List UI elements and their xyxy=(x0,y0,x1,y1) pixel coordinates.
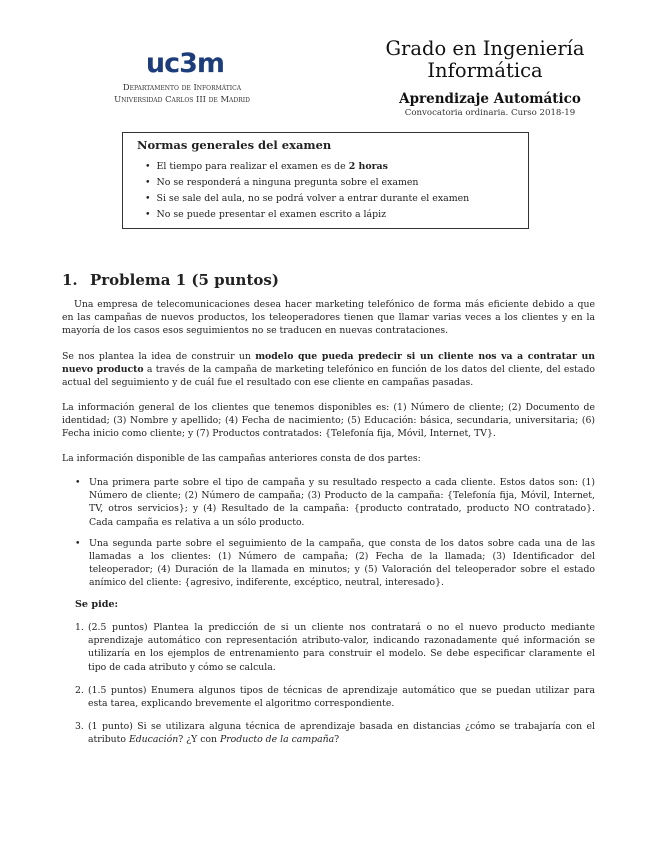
section-title: Problema 1 (5 puntos) xyxy=(90,271,279,289)
course-title: Aprendizaje Automático xyxy=(399,91,581,107)
rule-item: • No se responderá a ninguna pregunta sobre el examen xyxy=(145,175,469,191)
paragraph-campaign-intro: La información disponible de las campañas anteriores consta de dos partes: xyxy=(62,453,421,464)
campaign-parts-list xyxy=(75,476,595,598)
question-item: 1. (2.5 puntos) Plantea la predicción de si un cliente nos contratará o no el nuevo producto mediante aprendizaje automático con representación atributo-valor, indicando razonadamente qué información se utilizaría en los ejemplos de entrenamiento para construir el modelo. Se debe especificar claramente el tipo de cada atributo y cómo se calcula. xyxy=(75,622,595,673)
department-block xyxy=(62,82,302,105)
list-item: • Una primera parte sobre el tipo de campaña y su resultado respecto a cada cliente. Estos datos son: (1) Número de cliente; (2) Número de campaña; (3) Producto de la campaña: {Telefonía fija, Móvil, Internet, TV, otros servicios}; y (4) Resultado de la campaña: {producto contratado, producto NO contratado}. Cada campaña es relativa a un sólo producto. xyxy=(75,477,595,528)
rule-item: • No se puede presentar el examen escrito a lápiz xyxy=(145,207,469,223)
degree-line-2: Informática xyxy=(427,59,543,82)
university-name: Universidad Carlos III de Madrid xyxy=(114,93,250,104)
convocatoria: Convocatoria ordinaria. Curso 2018-19 xyxy=(404,108,576,118)
paragraph-intro: Una empresa de telecomunicaciones desea hacer marketing telefónico de forma más eficiente debido a que en las campañas de nuevos productos, los teleoperadores tienen que llamar varias veces a los clientes y en la mayoría de los casos esos seguimientos no se traducen en nuevas contrataciones. xyxy=(62,299,595,337)
question-item: 3. (1 punto) Si se utilizara alguna técnica de aprendizaje basada en distancias ¿cómo se trabajaría con el atributo Educación? ¿Y con Producto de la campaña? xyxy=(75,721,595,746)
list-item: • Una segunda parte sobre el seguimiento de la campaña, que consta de los datos sobre cada una de las llamadas a los clientes: (1) Número de campaña; (2) Fecha de la llamada; (3) Identificador del teleoperador; (4) Duración de la llamada en minutos; y (5) Valoración del teleoperador sobre el estado anímico del cliente: {agresivo, indiferente, excéptico, neutral, interesado}. xyxy=(75,537,595,589)
degree-title xyxy=(320,38,650,82)
department-name: Departamento de Informática xyxy=(122,82,242,92)
paragraph-goal: Se nos plantea la idea de construir un modelo que pueda predecir si un cliente nos va a contratar un nuevo producto a través de la campaña de marketing telefónico en función de los datos del cliente, del estado actual del seguimiento y de cuál fue el resultado con ese cliente en campañas pasadas. xyxy=(62,351,595,389)
rule-item: • El tiempo para realizar el examen es de 2 horas xyxy=(145,159,469,175)
se-pide-heading: Se pide: xyxy=(75,599,119,610)
exam-rules-box xyxy=(122,132,529,229)
paragraph-client-info: La información general de los clientes que tenemos disponibles es: (1) Número de cliente; (2) Documento de identidad; (3) Nombre y apellido; (4) Fecha de nacimiento; (5) Educación: básica, secundaria, universitaria; (6) Fecha inicio como cliente; y (7) Productos contratados: {Telefonía fija, Móvil, Internet, TV}. xyxy=(62,402,595,440)
uc3m-logo: uc3m xyxy=(145,48,225,79)
section-heading xyxy=(62,271,279,289)
degree-line-1: Grado en Ingeniería xyxy=(385,37,585,60)
questions-list xyxy=(75,621,595,757)
section-number: 1. xyxy=(62,271,78,289)
question-item: 2. (1.5 puntos) Enumera algunos tipos de técnicas de aprendizaje automático que se puedan utilizar para esta tarea, explicando brevemente el algoritmo correspondiente. xyxy=(75,684,595,710)
rule-item: • Si se sale del aula, no se podrá volver a entrar durante el examen xyxy=(145,191,469,207)
rules-list xyxy=(145,159,469,223)
rules-title: Normas generales del examen xyxy=(137,138,332,152)
